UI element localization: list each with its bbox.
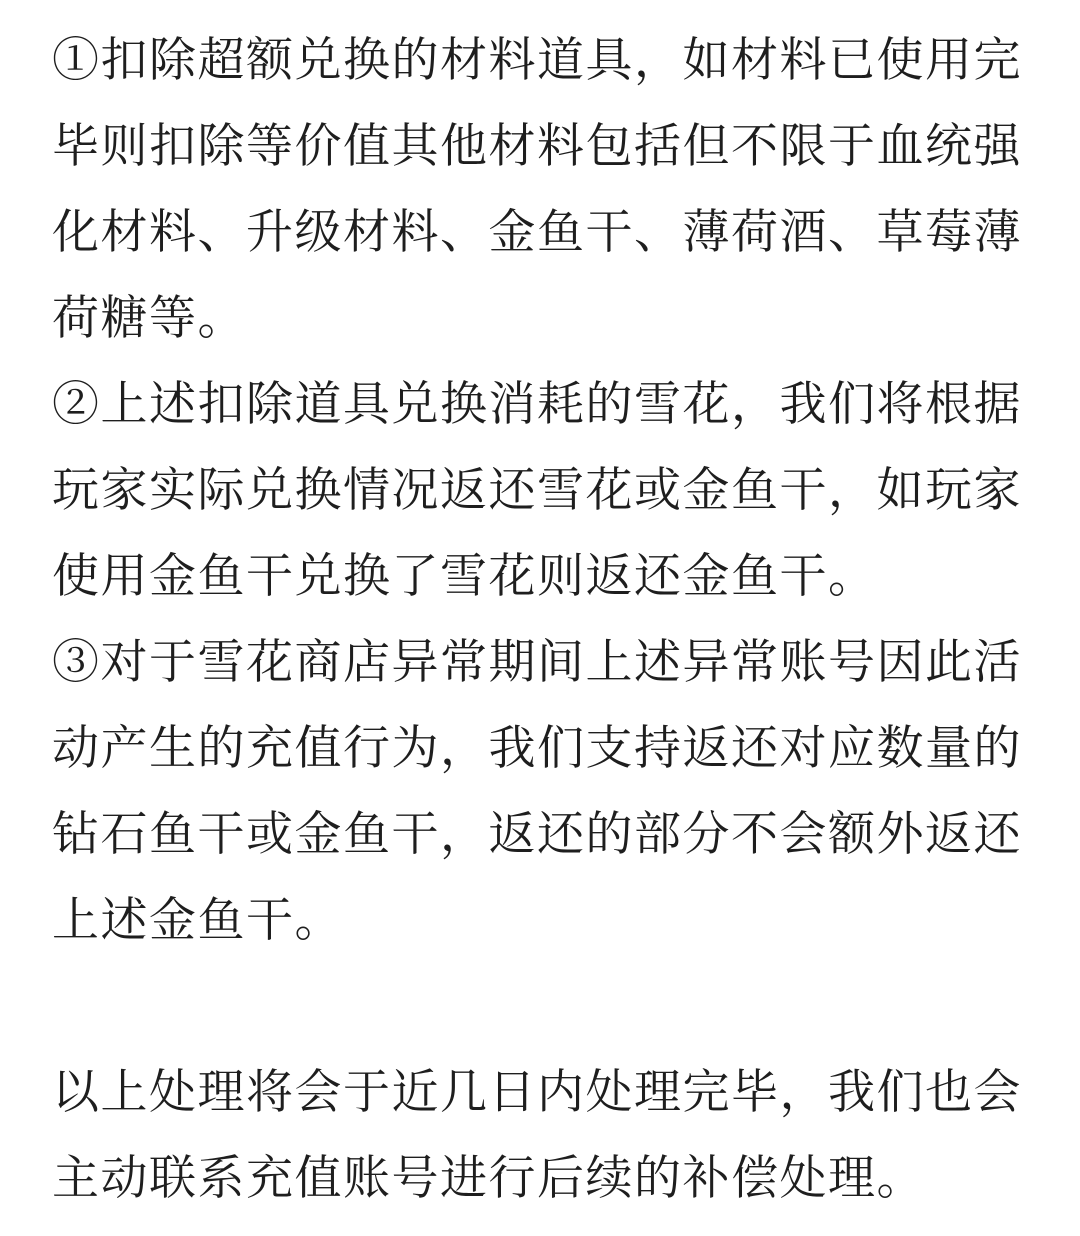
text-line: 毕则扣除等价值其他材料包括但不限于血统强 [52, 119, 1022, 174]
text-line: ①扣除超额兑换的材料道具，如材料已使用完 [52, 33, 1022, 88]
text-line: 化材料、升级材料、金鱼干、薄荷酒、草莓薄 [52, 205, 1022, 260]
text-line: 荷糖等。 [52, 291, 246, 346]
text-line: 动产生的充值行为，我们支持返还对应数量的 [52, 721, 1022, 776]
text-line: 主动联系充值账号进行后续的补偿处理。 [52, 1151, 925, 1206]
text-line: 上述金鱼干。 [52, 893, 343, 948]
paragraph-spacer [52, 964, 1008, 1050]
paragraph-deduct-materials [52, 18, 1022, 362]
paragraph-refund-snowflakes [52, 362, 1022, 620]
paragraph-closing-note [52, 1050, 1022, 1222]
paragraph-recharge-refund [52, 620, 1022, 964]
text-line: 以上处理将会于近几日内处理完毕，我们也会 [52, 1065, 1022, 1120]
text-line: ③对于雪花商店异常期间上述异常账号因此活 [52, 635, 1022, 690]
text-line: 钻石鱼干或金鱼干，返还的部分不会额外返还 [52, 807, 1022, 862]
text-line: 玩家实际兑换情况返还雪花或金鱼干，如玩家 [52, 463, 1022, 518]
text-line: ②上述扣除道具兑换消耗的雪花，我们将根据 [52, 377, 1022, 432]
text-line: 使用金鱼干兑换了雪花则返还金鱼干。 [52, 549, 877, 604]
